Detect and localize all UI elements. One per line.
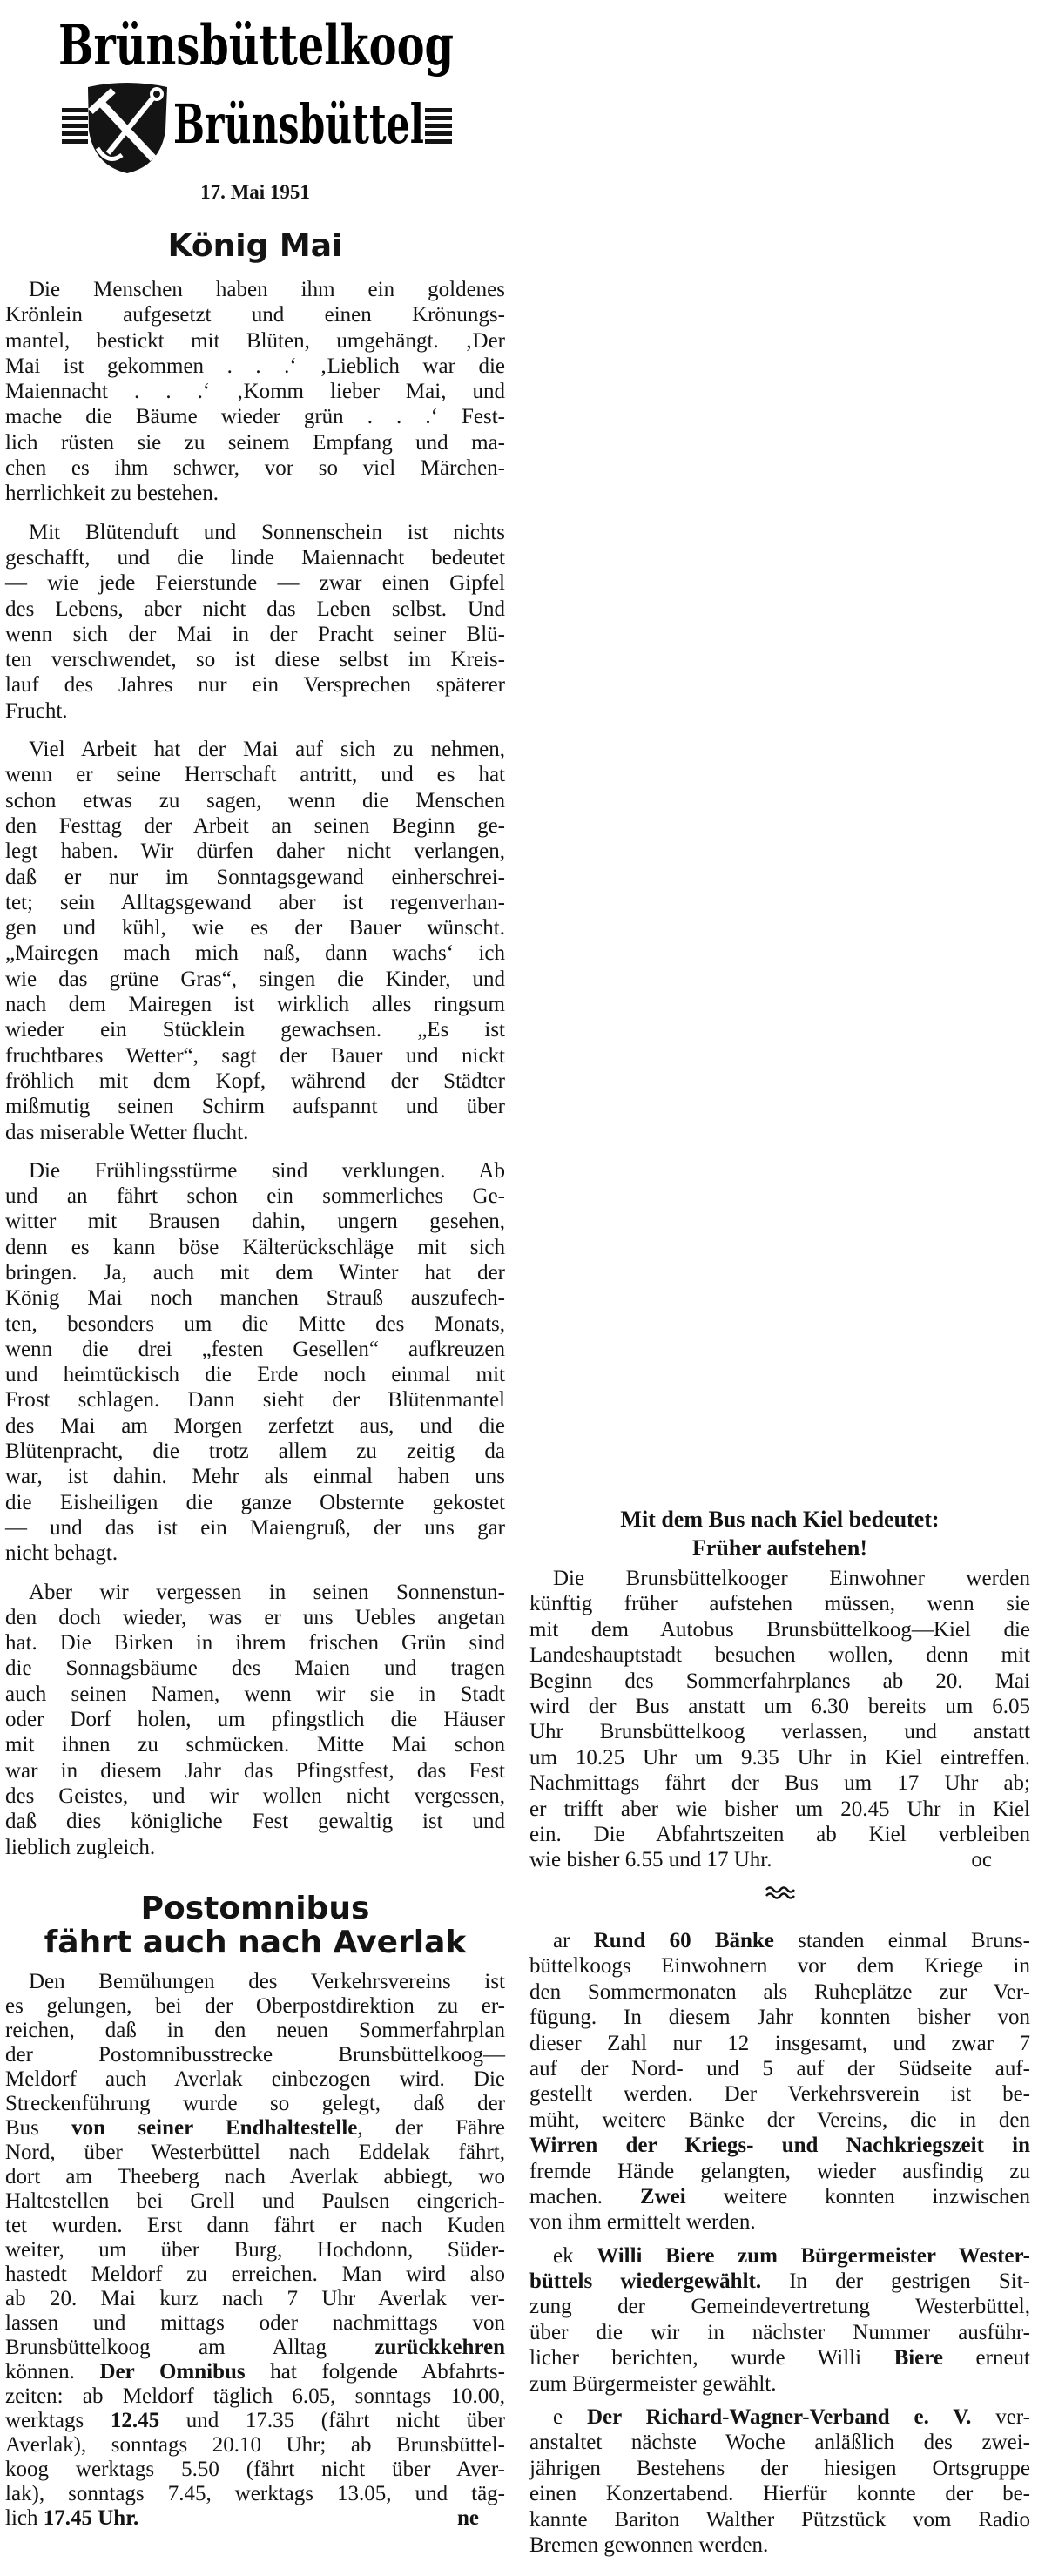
text-line bbox=[5, 2019, 505, 2043]
line-text: den doch wieder, was er uns Uebles angetan bbox=[5, 1605, 505, 1629]
article-koenig-mai-body bbox=[5, 277, 505, 1873]
text-line bbox=[5, 865, 505, 890]
text-line bbox=[5, 2433, 505, 2458]
text-line bbox=[5, 1183, 505, 1209]
text-line bbox=[529, 1822, 1030, 1847]
line-text: mit dem Autobus Brunsbüttelkoog—Kiel die bbox=[529, 1617, 1030, 1642]
line-text: des Mai am Morgen zerfetzt aus, und die bbox=[5, 1413, 505, 1438]
text-line bbox=[5, 455, 505, 481]
text-line bbox=[5, 762, 505, 787]
text-line bbox=[5, 915, 505, 941]
line-text: tet wurden. Erst dann fährt er nach Kuden bbox=[5, 2214, 505, 2237]
text-line bbox=[5, 2214, 505, 2238]
line-text: Nord, über Westerbüttel nach Eddelak fährt, bbox=[5, 2141, 505, 2164]
line-text: nicht behagt. bbox=[5, 1541, 118, 1566]
text-line bbox=[529, 1797, 1030, 1822]
text-line bbox=[529, 2430, 1030, 2455]
text-line bbox=[5, 1120, 505, 1145]
line-text: die Eisheiligen die ganze Obsternte gekostet bbox=[5, 1490, 505, 1514]
text-line bbox=[529, 1617, 1030, 1642]
text-line bbox=[5, 570, 505, 596]
line-text: Landeshauptstadt besuchen wollen, denn mit bbox=[529, 1643, 1030, 1668]
text-line bbox=[529, 1953, 1030, 1979]
line-text: chen es ihm schwer, vor so viel Märchen- bbox=[5, 456, 505, 481]
text-line bbox=[5, 481, 505, 506]
line-text: ten, besonders um die Mitte des Monats, bbox=[5, 1312, 505, 1336]
text-line bbox=[5, 1069, 505, 1094]
line-text: Die Brunsbüttelkooger Einwohner werden bbox=[553, 1567, 1030, 1590]
line-text: zum Bürgermeister gewählt. bbox=[529, 2371, 777, 2396]
bold-lead-text: zurückkehren bbox=[374, 2336, 505, 2359]
text-line bbox=[529, 1642, 1030, 1668]
line-text: e bbox=[553, 2405, 587, 2430]
local-notes-body bbox=[529, 1928, 1030, 2566]
line-text: müht, weitere Bänke der Vereins, die in den bbox=[529, 2107, 1030, 2132]
line-text: den Festtag der Arbeit an seinen Beginn ge- bbox=[5, 813, 505, 838]
text-line bbox=[5, 2336, 505, 2360]
article-bus-kiel-body bbox=[529, 1566, 1030, 1881]
line-text: fremde Hände gelangten, wieder ausfindig zu bbox=[529, 2159, 1030, 2183]
line-text: war in diesem Jahr das Pfingstfest, das Fest bbox=[5, 1758, 505, 1783]
line-text: Uhr Brunsbüttelkoog verlassen, und anstatt bbox=[529, 1720, 1030, 1744]
line-text: Averlak), sonntags 20.10 Uhr; ab Brunsbüttel- bbox=[5, 2433, 505, 2457]
text-line bbox=[5, 1094, 505, 1119]
text-line bbox=[5, 1809, 505, 1834]
line-text: und 17.35 (fährt nicht über bbox=[159, 2409, 505, 2432]
line-text: lich bbox=[5, 2506, 44, 2530]
line-text: — und das ist ein Maiengruß, der uns gar bbox=[5, 1515, 505, 1540]
line-text: ver- bbox=[971, 2405, 1030, 2430]
text-line bbox=[529, 2320, 1030, 2345]
line-text: des Geistes, und wir wollen nicht vergessen, bbox=[5, 1784, 505, 1808]
line-text: Streckenführung wurde so gelegt, daß der bbox=[5, 2092, 505, 2115]
text-line bbox=[5, 1413, 505, 1439]
line-text: hat. Die Birken in ihrem frischen Grün sind bbox=[5, 1631, 505, 1656]
line-text: denn es kann böse Kälterückschläge mit sich bbox=[5, 1235, 505, 1259]
line-text: Viel Arbeit hat der Mai auf sich zu nehmen, bbox=[29, 738, 505, 762]
text-line bbox=[529, 1694, 1030, 1719]
text-line bbox=[5, 379, 505, 404]
text-line bbox=[5, 1158, 505, 1183]
text-line bbox=[5, 545, 505, 570]
bold-lead-text: 12.45 bbox=[110, 2409, 160, 2432]
line-text: das miserable Wetter flucht. bbox=[5, 1120, 249, 1144]
text-line bbox=[5, 1732, 505, 1757]
line-text: Brunsbüttelkoog am Alltag bbox=[5, 2336, 375, 2359]
text-line bbox=[5, 2482, 505, 2506]
headline-postomnibus bbox=[5, 1892, 505, 1959]
text-line bbox=[5, 1312, 505, 1337]
text-line bbox=[5, 597, 505, 622]
line-text: oder Dorf holen, um pfingstlich die Häuser bbox=[5, 1708, 505, 1732]
line-text: und heimtückisch die Erde noch einmal mit bbox=[5, 1363, 505, 1387]
line-text: geschafft, und die linde Maiennacht bedeutet bbox=[5, 545, 505, 570]
bold-lead-text: Rund 60 Bänke bbox=[593, 1929, 774, 1952]
line-text: Mit Blütenduft und Sonnenschein ist nichts bbox=[29, 520, 505, 544]
line-text: kannte Bariton Walther Pützstück vom Radio bbox=[529, 2507, 1030, 2532]
line-text: anstaltet nächste Woche anläßlich des zwei- bbox=[529, 2431, 1030, 2455]
text-line bbox=[5, 1017, 505, 1042]
line-text: mißmutig seinen Schirm aufspannt und über bbox=[5, 1095, 505, 1119]
line-text: Maiennacht . . .‘ ‚Komm lieber Mai, und bbox=[5, 380, 505, 404]
line-text: wenn sich der Mai in der Pracht seiner Blü- bbox=[5, 622, 505, 646]
line-text: über die wir in nächster Nummer ausführ- bbox=[529, 2320, 1030, 2344]
text-line bbox=[5, 2409, 505, 2433]
line-text: Frucht. bbox=[5, 698, 68, 723]
text-line bbox=[5, 2311, 505, 2336]
line-text: wie bisher 6.55 und 17 Uhr. bbox=[529, 1848, 772, 1872]
text-line bbox=[5, 1464, 505, 1489]
text-line bbox=[5, 1580, 505, 1605]
line-text: Mai ist gekommen . . .‘ ‚Lieblich war die bbox=[5, 354, 505, 378]
text-line bbox=[5, 328, 505, 354]
line-text: reichen, daß in den neuen Sommerfahrplan bbox=[5, 2019, 505, 2042]
text-line bbox=[5, 404, 505, 429]
paragraph bbox=[529, 1928, 1030, 2235]
text-line bbox=[529, 2133, 1030, 2158]
author-signature: oc bbox=[971, 1848, 992, 1872]
line-text: wieder ein Stücklein gewachsen. „Es ist bbox=[5, 1018, 505, 1042]
line-text: bringen. Ja, auch mit dem Winter hat der bbox=[5, 1260, 505, 1285]
text-line bbox=[529, 2005, 1030, 2030]
line-text: einen Konzertabend. Hierfür konnte der be- bbox=[529, 2482, 1030, 2506]
text-line bbox=[5, 2506, 505, 2531]
line-text: der Postomnibusstrecke Brunsbüttelkoog— bbox=[5, 2043, 505, 2067]
text-line bbox=[529, 2294, 1030, 2319]
line-text: wenn die drei „festen Gesellen“ aufkreuzen bbox=[5, 1337, 505, 1361]
line-text: fröhlich mit dem Kopf, während der Städter bbox=[5, 1069, 505, 1093]
text-line bbox=[5, 1970, 505, 1994]
line-text: war, ist dahin. Mehr als einmal haben uns bbox=[5, 1465, 505, 1489]
bold-lead-text: Biere bbox=[893, 2346, 944, 2370]
line-text: schon etwas zu sagen, wenn die Menschen bbox=[5, 788, 505, 813]
headline-bus-kiel bbox=[529, 1505, 1030, 1562]
text-line bbox=[5, 2238, 505, 2262]
text-line bbox=[529, 2031, 1030, 2056]
text-line bbox=[5, 2360, 505, 2384]
line-text: um 10.25 Uhr um 9.35 Uhr in Kiel eintreffen. bbox=[529, 1745, 1030, 1770]
text-line bbox=[5, 813, 505, 839]
bold-lead-text: Der Omnibus bbox=[99, 2360, 246, 2384]
line-text: lauf des Jahres nur ein Versprechen späterer bbox=[5, 673, 505, 698]
text-line bbox=[529, 1566, 1030, 1591]
text-line bbox=[5, 1541, 505, 1566]
text-line bbox=[5, 1337, 505, 1362]
line-text: fügung. In diesem Jahr konnten bisher von bbox=[529, 2006, 1030, 2030]
text-line bbox=[529, 2159, 1030, 2184]
line-text: König Mai noch manchen Strauß auszufech- bbox=[5, 1286, 505, 1311]
text-line bbox=[5, 1707, 505, 1732]
line-text: lassen und mittags oder nachmittags von bbox=[5, 2311, 505, 2335]
line-text: nach dem Mairegen ist wirklich alles ringsum bbox=[5, 993, 505, 1017]
line-text: den Sommermonaten als Ruheplätze zur Ver- bbox=[529, 1979, 1030, 2004]
text-line bbox=[529, 2209, 1030, 2235]
text-line bbox=[5, 1605, 505, 1630]
text-line bbox=[5, 1835, 505, 1860]
line-text: auch seinen Namen, wenn wir sie in Stadt bbox=[5, 1682, 505, 1706]
headline-koenig-mai: König Mai bbox=[167, 228, 343, 264]
text-line bbox=[5, 2043, 505, 2067]
paragraph bbox=[5, 1580, 505, 1860]
text-line bbox=[5, 302, 505, 327]
bold-lead-text: von seiner Endhaltestelle bbox=[71, 2116, 358, 2140]
line-text: Haltestellen bei Grell und Paulsen eingerich- bbox=[5, 2189, 505, 2213]
line-text: wenn er seine Herrschaft antritt, und es hat bbox=[5, 763, 505, 787]
text-line bbox=[529, 2243, 1030, 2269]
text-line bbox=[5, 967, 505, 992]
paragraph bbox=[5, 1970, 505, 2531]
text-line bbox=[5, 1515, 505, 1541]
line-text: weitere konnten inzwischen bbox=[685, 2184, 1030, 2208]
text-line bbox=[529, 1770, 1030, 1796]
line-text: können. bbox=[5, 2360, 100, 2384]
line-text: des Lebens, aber nicht das Leben selbst. Und bbox=[5, 597, 505, 621]
text-line bbox=[529, 1847, 1030, 1872]
line-text: erneut bbox=[943, 2346, 1030, 2370]
headline-line: Mit dem Bus nach Kiel bedeutet: bbox=[620, 1507, 940, 1532]
text-line bbox=[529, 1979, 1030, 2005]
line-text: Blütenpracht, die trotz allem zu zeitig da bbox=[5, 1440, 505, 1464]
text-line bbox=[5, 354, 505, 379]
line-text: Bus bbox=[5, 2116, 72, 2140]
line-text: „Mairegen mach mich naß, dann wachs‘ ich bbox=[5, 941, 505, 966]
text-line bbox=[529, 2184, 1030, 2209]
bold-lead-text: Zwei bbox=[639, 2184, 686, 2208]
line-text: In der gestrigen Sit- bbox=[761, 2269, 1030, 2294]
line-text: er trifft aber wie bisher um 20.45 Uhr in Kiel bbox=[529, 1797, 1030, 1821]
line-text: mit ihnen zu schmücken. Mitte Mai schon bbox=[5, 1733, 505, 1757]
crest-icon bbox=[88, 83, 167, 173]
line-text: Frost schlagen. Dann sieht der Blütenmantel bbox=[5, 1388, 505, 1413]
bold-lead-text: 17.45 Uhr. bbox=[43, 2506, 139, 2530]
line-text: licher berichten, wurde Willi bbox=[529, 2346, 894, 2370]
line-text: hat folgende Abfahrts- bbox=[245, 2360, 505, 2384]
line-text: die Sonnagsbäume des Maien und tragen bbox=[5, 1656, 505, 1681]
text-line bbox=[5, 788, 505, 813]
text-line bbox=[5, 1209, 505, 1234]
text-line bbox=[5, 890, 505, 915]
text-line bbox=[5, 1784, 505, 1809]
text-line bbox=[529, 1669, 1030, 1694]
line-text: — wie jede Feierstunde — zwar einen Gipfel bbox=[5, 571, 505, 596]
text-line bbox=[529, 1928, 1030, 1953]
line-text: Die Menschen haben ihm ein goldenes bbox=[29, 278, 505, 301]
line-text: Den Bemühungen des Verkehrsvereins ist bbox=[29, 1970, 505, 1993]
text-line bbox=[5, 647, 505, 672]
text-line bbox=[5, 992, 505, 1017]
text-line bbox=[5, 1758, 505, 1784]
line-text: gestellt werden. Der Verkehrsverein ist be- bbox=[529, 2082, 1030, 2107]
text-line bbox=[5, 1260, 505, 1285]
masthead bbox=[0, 0, 522, 183]
text-line bbox=[5, 430, 505, 455]
line-text: wird der Bus anstatt um 6.30 bereits um 6.05 bbox=[529, 1694, 1030, 1718]
text-line bbox=[529, 2371, 1030, 2397]
line-text: Nachmittags fährt der Bus um 17 Uhr ab; bbox=[529, 1771, 1030, 1796]
text-line bbox=[5, 1043, 505, 1069]
text-line bbox=[5, 2287, 505, 2311]
line-text: von ihm ermittelt werden. bbox=[529, 2210, 756, 2235]
line-text: künftig früher aufstehen müssen, wenn sie bbox=[529, 1592, 1030, 1616]
masthead-title-line1: Brünsbüttelkoog bbox=[58, 13, 454, 78]
line-text: lieblich zugleich. bbox=[5, 1835, 156, 1859]
line-text: machen. bbox=[529, 2184, 640, 2208]
bold-lead-text: Willi Biere zum Bürgermeister Wester- bbox=[597, 2243, 1030, 2268]
text-line bbox=[5, 622, 505, 647]
text-line bbox=[529, 2056, 1030, 2081]
issue-date: 17. Mai 1951 bbox=[200, 181, 310, 203]
text-line bbox=[5, 1682, 505, 1707]
article-postomnibus-body bbox=[5, 1970, 505, 2544]
text-line bbox=[5, 1387, 505, 1413]
wave-ornament-icon bbox=[765, 1885, 794, 1900]
line-text: hastedt Meldorf zu erreichen. Man wird also bbox=[5, 2262, 505, 2286]
paragraph bbox=[5, 277, 505, 507]
masthead-title-line2: Brünsbüttel bbox=[173, 92, 424, 156]
line-text: ab 20. Mai kurz nach 7 Uhr Averlak ver- bbox=[5, 2287, 505, 2310]
text-line bbox=[5, 1630, 505, 1656]
line-text: herrlichkeit zu bestehen. bbox=[5, 482, 219, 506]
text-line bbox=[5, 2116, 505, 2141]
text-line bbox=[5, 737, 505, 762]
text-line bbox=[5, 2067, 505, 2092]
text-line bbox=[529, 2456, 1030, 2481]
headline-line: fährt auch nach Averlak bbox=[44, 1925, 467, 1960]
line-text: daß dies königliche Fest gewaltig ist und bbox=[5, 1810, 505, 1834]
text-line bbox=[5, 1656, 505, 1681]
paragraph bbox=[5, 737, 505, 1145]
author-signature: ne bbox=[457, 2506, 479, 2530]
line-text: wie das grüne Gras“, singen die Kinder, und bbox=[5, 967, 505, 991]
line-text: tet; sein Alltagsgewand aber ist regenverhan- bbox=[5, 890, 505, 914]
text-line bbox=[529, 2081, 1030, 2107]
text-line bbox=[529, 1719, 1030, 1744]
paragraph bbox=[529, 1566, 1030, 1873]
line-text: dort am Theeberg nach Averlak abbiegt, wo bbox=[5, 2165, 505, 2188]
text-line bbox=[529, 2269, 1030, 2294]
text-line bbox=[5, 2384, 505, 2409]
headline-line: Postomnibus bbox=[140, 1891, 370, 1926]
line-text: dieser Zahl nur 12 insgesamt, und zwar 7 bbox=[529, 2031, 1030, 2055]
line-text: daß er nur im Sonntagsgewand einherschrei- bbox=[5, 865, 505, 889]
paragraph bbox=[529, 2243, 1030, 2397]
line-text: Beginn des Sommerfahrplanes ab 20. Mai bbox=[529, 1669, 1030, 1693]
line-text: koog werktags 5.50 (fährt nicht über Aver- bbox=[5, 2458, 505, 2481]
line-text: Die Frühlingsstürme sind verklungen. Ab bbox=[29, 1158, 505, 1183]
text-line bbox=[5, 2189, 505, 2214]
text-line bbox=[5, 520, 505, 545]
line-text: ar bbox=[553, 1929, 594, 1952]
line-text: Bremen gewonnen werden. bbox=[529, 2532, 769, 2557]
text-line bbox=[5, 672, 505, 698]
line-text: Meldorf auch Averlak einbezogen wird. Die bbox=[5, 2067, 505, 2091]
line-text: weiter, um über Burg, Hochdonn, Süder- bbox=[5, 2238, 505, 2262]
line-text: , der Fähre bbox=[357, 2116, 506, 2140]
text-line bbox=[5, 1235, 505, 1260]
text-line bbox=[529, 2345, 1030, 2370]
line-text: gen und kühl, wie es der Bauer wünscht. bbox=[5, 916, 505, 941]
text-line bbox=[529, 1745, 1030, 1770]
text-line bbox=[5, 1285, 505, 1311]
text-line bbox=[5, 698, 505, 724]
text-line bbox=[5, 839, 505, 864]
banner-stripes-right-icon bbox=[425, 108, 452, 144]
text-line bbox=[5, 2092, 505, 2116]
text-line bbox=[5, 277, 505, 302]
line-text: witter mit Brausen dahin, ungern gesehen, bbox=[5, 1210, 505, 1234]
banner-stripes-left-icon bbox=[62, 108, 88, 144]
text-line bbox=[529, 2404, 1030, 2430]
headline-line: Früher aufstehen! bbox=[691, 1535, 867, 1561]
line-text: es gelungen, bei der Oberpostdirektion zu er- bbox=[5, 1994, 505, 2018]
line-text: auf der Nord- und 5 auf der Südseite auf- bbox=[529, 2056, 1030, 2080]
line-text: lich rüsten sie zu seinem Empfang und ma- bbox=[5, 430, 505, 455]
text-line bbox=[5, 2141, 505, 2165]
line-text: ten verschwendet, so ist diese selbst im Kreis- bbox=[5, 648, 505, 672]
text-line bbox=[529, 2481, 1030, 2506]
text-line bbox=[5, 1994, 505, 2019]
line-text: zeiten: ab Meldorf täglich 6.05, sonntags 10.00, bbox=[5, 2384, 505, 2408]
line-text: standen einmal Bruns- bbox=[773, 1929, 1031, 1952]
line-text: jährigen Bestehens der hiesigen Ortsgruppe bbox=[529, 2456, 1030, 2480]
line-text: werktags bbox=[5, 2409, 111, 2432]
line-text: fruchtbares Wetter“, sagt der Bauer und nickt bbox=[5, 1043, 505, 1068]
text-line bbox=[5, 1490, 505, 1515]
paragraph bbox=[5, 1158, 505, 1567]
line-text: zung der Gemeindevertretung Westerbüttel, bbox=[529, 2295, 1030, 2319]
line-text: lak), sonntags 7.45, werktags 13.05, und täg- bbox=[5, 2482, 505, 2505]
paragraph bbox=[5, 520, 505, 724]
paragraph bbox=[529, 2404, 1030, 2558]
text-line bbox=[529, 2532, 1030, 2558]
text-line bbox=[5, 2458, 505, 2482]
text-line bbox=[5, 2165, 505, 2189]
bold-lead-text: Wirren der Kriegs- und Nachkriegszeit in bbox=[529, 2134, 1030, 2158]
line-text: mache die Bäume wieder grün . . .‘ Fest- bbox=[5, 405, 505, 429]
bold-lead-text: büttels wiedergewählt. bbox=[529, 2269, 762, 2294]
text-line bbox=[5, 941, 505, 966]
line-text: und an fährt schon ein sommerliches Ge- bbox=[5, 1184, 505, 1209]
line-text: Aber wir vergessen in seinen Sonnenstun- bbox=[29, 1580, 505, 1604]
bold-lead-text: Der Richard-Wagner-Verband e. V. bbox=[586, 2405, 972, 2430]
text-line bbox=[5, 1362, 505, 1387]
line-text: ek bbox=[553, 2243, 597, 2268]
text-line bbox=[5, 2262, 505, 2287]
line-text: Krönlein aufgesetzt und einen Krönungs- bbox=[5, 303, 505, 327]
text-line bbox=[529, 1591, 1030, 1616]
text-line bbox=[5, 1439, 505, 1464]
line-text: büttelkoogs Einwohnern vor dem Kriege in bbox=[529, 1954, 1030, 1979]
line-text: legt haben. Wir dürfen daher nicht verlangen, bbox=[5, 840, 505, 864]
text-line bbox=[529, 2107, 1030, 2133]
line-text: mantel, bestickt mit Blüten, umgehängt. ‚Der bbox=[5, 328, 505, 353]
line-text: ein. Die Abfahrtszeiten ab Kiel verbleiben bbox=[529, 1822, 1030, 1846]
text-line bbox=[529, 2507, 1030, 2532]
